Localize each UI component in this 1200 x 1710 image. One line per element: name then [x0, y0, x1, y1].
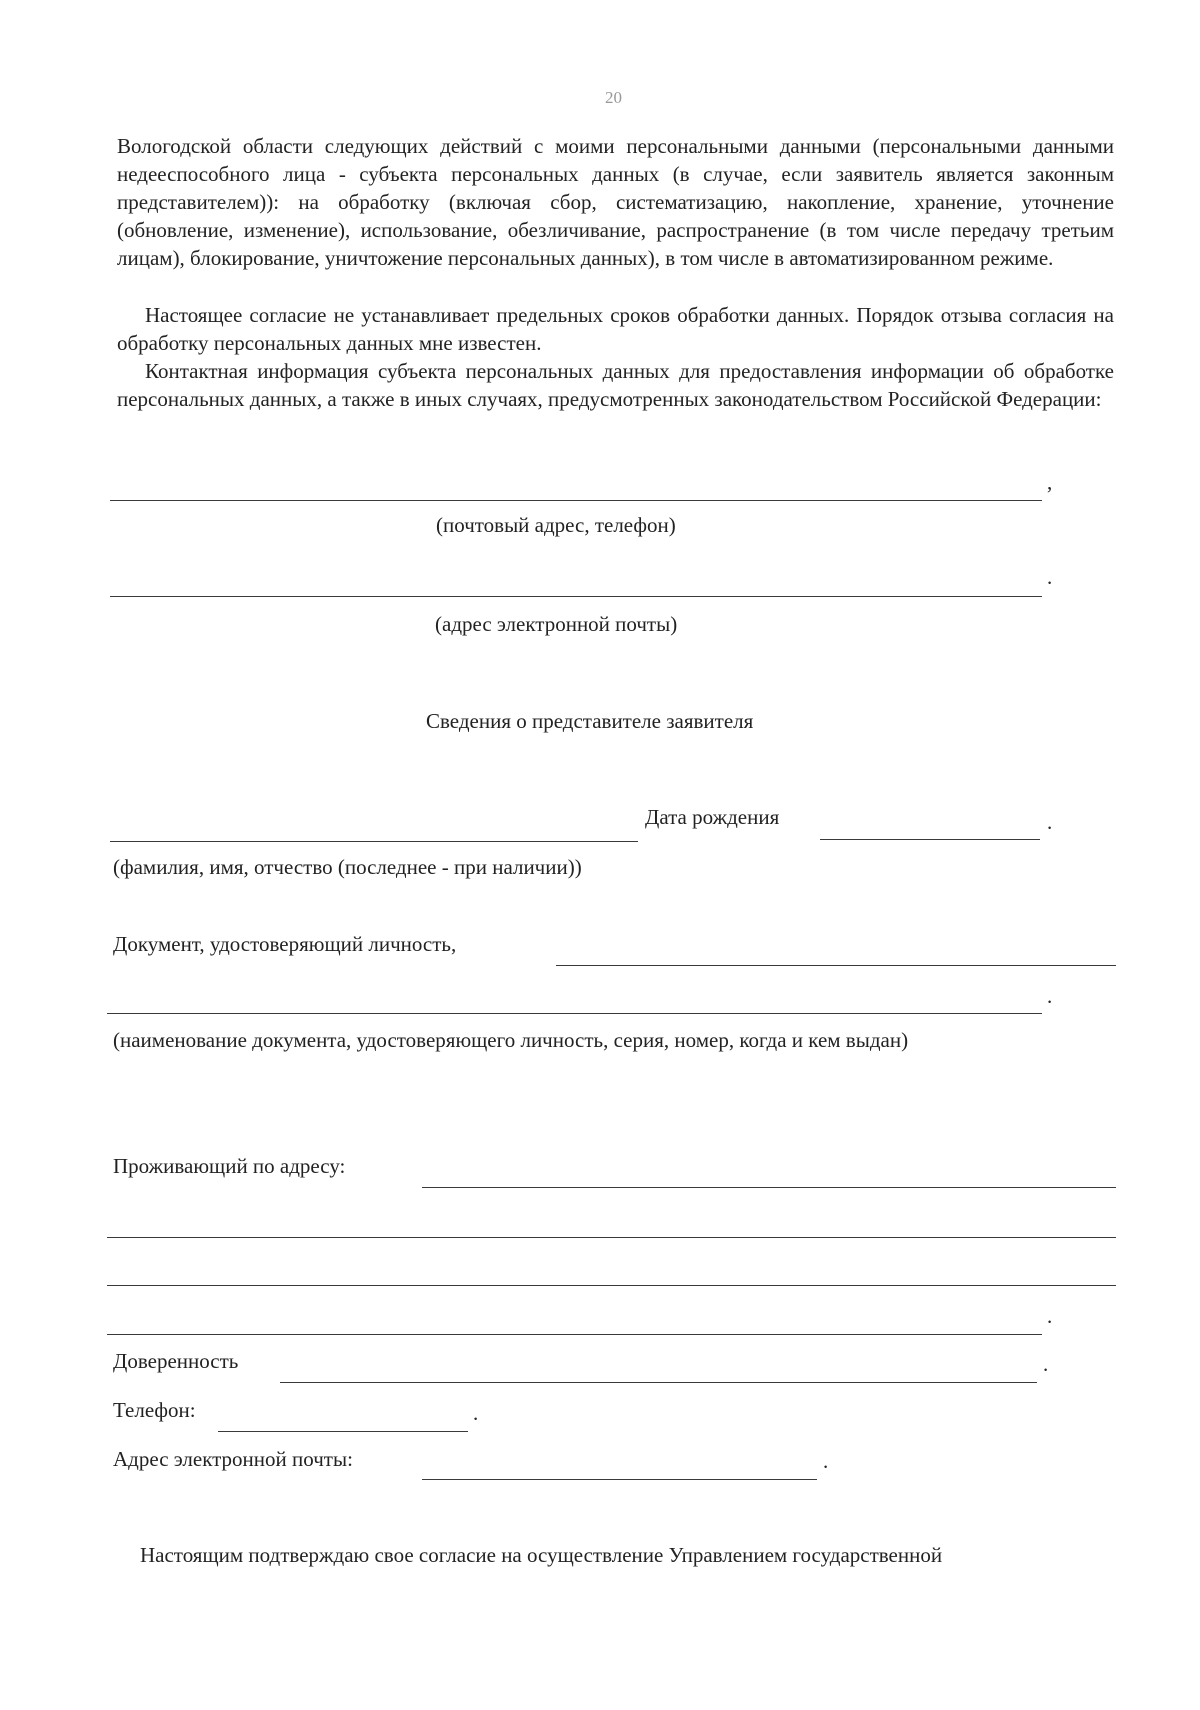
period-mark: . [1043, 1352, 1049, 1376]
period-mark: . [473, 1401, 479, 1425]
phone-line[interactable] [218, 1431, 468, 1432]
section-title: Сведения о представителе заявителя [426, 709, 754, 733]
page-number: 20 [605, 88, 622, 107]
comma-mark: , [1047, 470, 1053, 494]
period-mark: . [1047, 810, 1053, 834]
residence-label: Проживающий по адресу: [113, 1154, 346, 1178]
residence-line-3[interactable] [107, 1285, 1116, 1286]
id-document-label: Документ, удостоверяющий личность, [113, 932, 457, 956]
final-paragraph: Настоящим подтверждаю свое согласие на осуществление Управлением государственной [140, 1543, 943, 1567]
power-of-attorney-label: Доверенность [113, 1349, 239, 1373]
email-line[interactable] [422, 1479, 817, 1480]
postal-address-line[interactable] [110, 500, 1042, 501]
residence-line-1[interactable] [422, 1187, 1116, 1188]
period-mark: . [823, 1449, 829, 1473]
power-of-attorney-line[interactable] [280, 1382, 1037, 1383]
period-mark: . [1047, 1304, 1053, 1328]
id-document-caption: (наименование документа, удостоверяющего личность, серия, номер, когда и кем выдан) [113, 1028, 909, 1052]
full-name-caption: (фамилия, имя, отчество (последнее - при наличии)) [113, 855, 582, 879]
period-mark: . [1047, 984, 1053, 1008]
consent-paragraph: Вологодской области следующих действий с моими персональными данными (персональными данными недееспособного лица - субъекта персональных данных (в случае, если заявитель является законным представителем)): на обработку (включая сбор, систематизацию, накопление, хранение, уточнение (обновление, изменение), использование, обезличивание, распространение (в том числе передачу третьим лицам), блокирование, уничтожение персональных данных), в том числе в автоматизированном режиме. [117, 134, 1114, 270]
phone-label: Телефон: [113, 1398, 196, 1422]
validity-paragraph: Настоящее согласие не устанавливает предельных сроков обработки данных. Порядок отзыва согласия на обработку персональных данных мне известен. [117, 303, 1114, 355]
birth-date-line[interactable] [820, 839, 1040, 840]
full-name-line[interactable] [110, 841, 638, 842]
residence-line-2[interactable] [107, 1237, 1116, 1238]
period-mark: . [1047, 565, 1053, 589]
id-document-line[interactable] [556, 965, 1116, 966]
postal-address-caption: (почтовый адрес, телефон) [436, 513, 676, 537]
birth-date-label: Дата рождения [645, 805, 780, 829]
contact-info-paragraph: Контактная информация субъекта персональных данных для предоставления информации об обработке персональных данных, а также в иных случаях, предусмотренных законодательством Российской Федерации: [117, 359, 1114, 411]
email-address-line[interactable] [110, 596, 1042, 597]
id-document-line-2[interactable] [107, 1013, 1042, 1014]
residence-line-4[interactable] [107, 1334, 1042, 1335]
email-label: Адрес электронной почты: [113, 1447, 353, 1471]
email-address-caption: (адрес электронной почты) [435, 612, 678, 636]
